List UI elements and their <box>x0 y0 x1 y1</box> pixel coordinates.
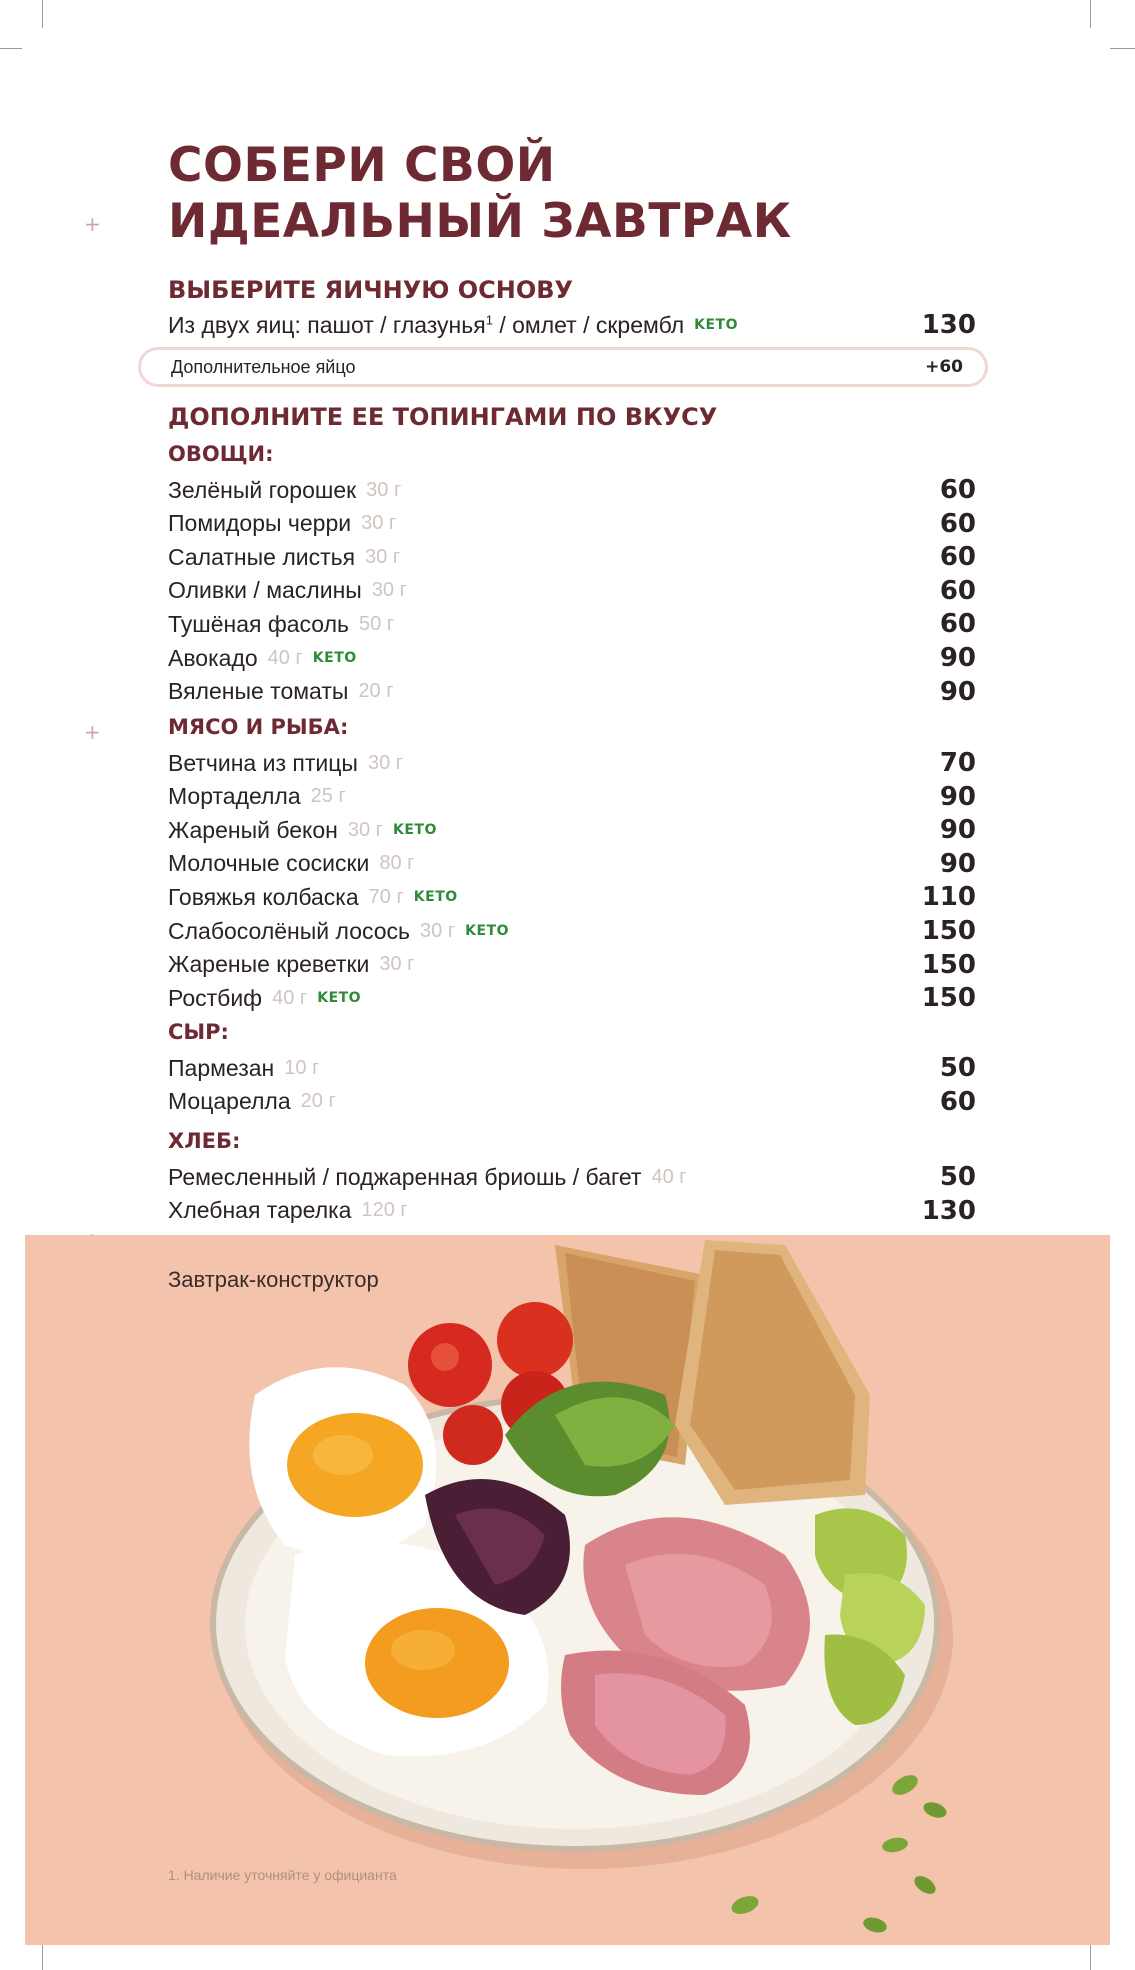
item-name: Ветчина из птицы <box>168 749 358 776</box>
keto-badge: KETO <box>465 923 510 939</box>
item-price: 60 <box>939 609 976 640</box>
item-price: 150 <box>921 916 976 946</box>
registration-mark: + <box>84 720 101 744</box>
item-weight: 30 г <box>379 953 415 976</box>
menu-item <box>168 746 976 780</box>
item-name: Тушёная фасоль <box>168 610 350 637</box>
keto-badge: KETO <box>317 990 362 1007</box>
item-name: Говяжья колбаска <box>168 883 359 910</box>
item-name: Мортаделла <box>168 783 301 810</box>
menu-item-egg-base <box>168 308 976 342</box>
extra-egg-price: +60 <box>925 357 963 377</box>
item-name: Жареный бекон <box>168 816 338 843</box>
crop-mark <box>42 1942 43 1970</box>
menu-item <box>168 675 976 709</box>
menu-item <box>168 880 976 914</box>
menu-item <box>168 473 976 507</box>
title-line-1: СОБЕРИ СВОЙ <box>168 138 556 193</box>
item-weight: 30 г <box>420 919 456 942</box>
item-price: 60 <box>939 575 976 606</box>
item-price: 150 <box>921 983 976 1014</box>
extra-egg-name: Дополнительное яйцо <box>171 356 356 377</box>
item-name: Помидоры черри <box>168 510 352 537</box>
item-weight: 10 г <box>284 1056 320 1079</box>
item-price: 130 <box>921 310 976 340</box>
category-heading: СЫР: <box>168 1020 229 1044</box>
item-weight: 40 г <box>267 646 303 669</box>
category-heading: ОВОЩИ: <box>168 442 274 466</box>
menu-item <box>168 1085 976 1119</box>
menu-item <box>168 574 976 608</box>
item-price: 60 <box>939 508 976 539</box>
item-price: 110 <box>921 882 976 913</box>
registration-mark: + <box>84 212 101 236</box>
crop-mark <box>1110 48 1135 49</box>
item-name: Моцарелла <box>168 1088 291 1115</box>
menu-item <box>168 780 976 814</box>
item-price: 90 <box>939 781 976 812</box>
item-price: 60 <box>939 1086 976 1117</box>
category-heading: МЯСО И РЫБА: <box>168 715 349 739</box>
item-name: Из двух яиц: пашот / глазунья$^1$ / омлет / скрембл <box>168 311 685 338</box>
crop-mark <box>0 48 22 49</box>
item-name: Ростбиф <box>168 984 263 1011</box>
item-weight: 30 г <box>361 512 397 535</box>
item-weight: 30 г <box>367 751 404 774</box>
item-name: Жареные креветки <box>168 951 370 978</box>
item-name: Авокадо <box>168 644 258 671</box>
item-price: 130 <box>921 1195 976 1226</box>
item-weight: 70 г <box>368 885 404 908</box>
menu-item <box>168 540 976 574</box>
item-weight: 40 г <box>272 986 308 1009</box>
item-price: 90 <box>939 848 976 879</box>
menu-item <box>168 914 976 948</box>
item-name: Пармезан <box>168 1054 275 1081</box>
egg-base-heading: ВЫБЕРИТЕ ЯИЧНУЮ ОСНОВУ <box>168 276 574 304</box>
item-price: 50 <box>939 1162 976 1192</box>
item-price: 90 <box>939 643 976 673</box>
item-price: 90 <box>939 815 976 846</box>
menu-item <box>168 948 976 982</box>
menu-item <box>168 641 976 675</box>
item-weight: 50 г <box>359 612 395 635</box>
breakfast-photo <box>25 1235 1110 1945</box>
item-weight: 40 г <box>651 1165 687 1188</box>
item-name: Молочные сосиски <box>168 850 370 877</box>
item-weight: 20 г <box>358 680 394 703</box>
item-price: 60 <box>939 542 976 573</box>
item-price: 70 <box>939 748 976 778</box>
item-weight: 30 г <box>371 579 407 602</box>
item-price: 50 <box>939 1053 976 1083</box>
item-weight: 80 г <box>379 852 415 875</box>
item-weight: 30 г <box>366 478 402 501</box>
crop-mark <box>1090 0 1091 28</box>
item-name: Салатные листья <box>168 543 356 570</box>
menu-item <box>168 1051 976 1085</box>
item-weight: 20 г <box>300 1090 336 1113</box>
photo-caption: Завтрак-конструктор <box>168 1267 379 1292</box>
menu-item <box>168 847 976 881</box>
item-price: 60 <box>939 475 976 505</box>
menu-item <box>168 507 976 541</box>
item-weight: 30 г <box>365 545 401 568</box>
extra-egg-box <box>138 347 988 387</box>
menu-item <box>168 607 976 641</box>
item-name: Зелёный горошек <box>168 476 357 503</box>
item-name: Вяленые томаты <box>168 678 349 705</box>
crop-mark <box>42 0 43 28</box>
crop-mark <box>1090 1942 1091 1970</box>
breakfast-plate-illustration <box>25 1235 1110 1945</box>
category-heading: ХЛЕБ: <box>168 1129 241 1153</box>
keto-badge: KETO <box>413 889 458 906</box>
footnote: 1. Наличие уточняйте у официанта <box>168 1867 397 1883</box>
page-title <box>168 138 792 250</box>
menu-item <box>168 813 976 847</box>
keto-badge: KETO <box>312 650 357 666</box>
item-weight: 25 г <box>310 785 346 808</box>
keto-badge: KETO <box>392 822 437 839</box>
title-line-2: ИДЕАЛЬНЫЙ ЗАВТРАК <box>168 194 792 249</box>
item-name: Оливки / маслины <box>168 577 362 604</box>
keto-badge: KETO <box>694 317 738 333</box>
menu-item <box>168 1160 976 1194</box>
item-weight: 120 г <box>361 1199 408 1222</box>
menu-item <box>168 981 976 1015</box>
item-name: Хлебная тарелка <box>168 1197 352 1224</box>
item-price: 150 <box>921 949 976 980</box>
item-weight: 30 г <box>347 818 383 841</box>
menu-item <box>168 1194 976 1228</box>
item-name: Слабосолёный лосось <box>168 917 411 944</box>
item-name: Ремесленный / поджаренная бриошь / багет <box>168 1163 642 1190</box>
item-price: 90 <box>939 676 976 707</box>
toppings-heading: ДОПОЛНИТЕ ЕЕ ТОПИНГАМИ ПО ВКУСУ <box>168 403 718 431</box>
